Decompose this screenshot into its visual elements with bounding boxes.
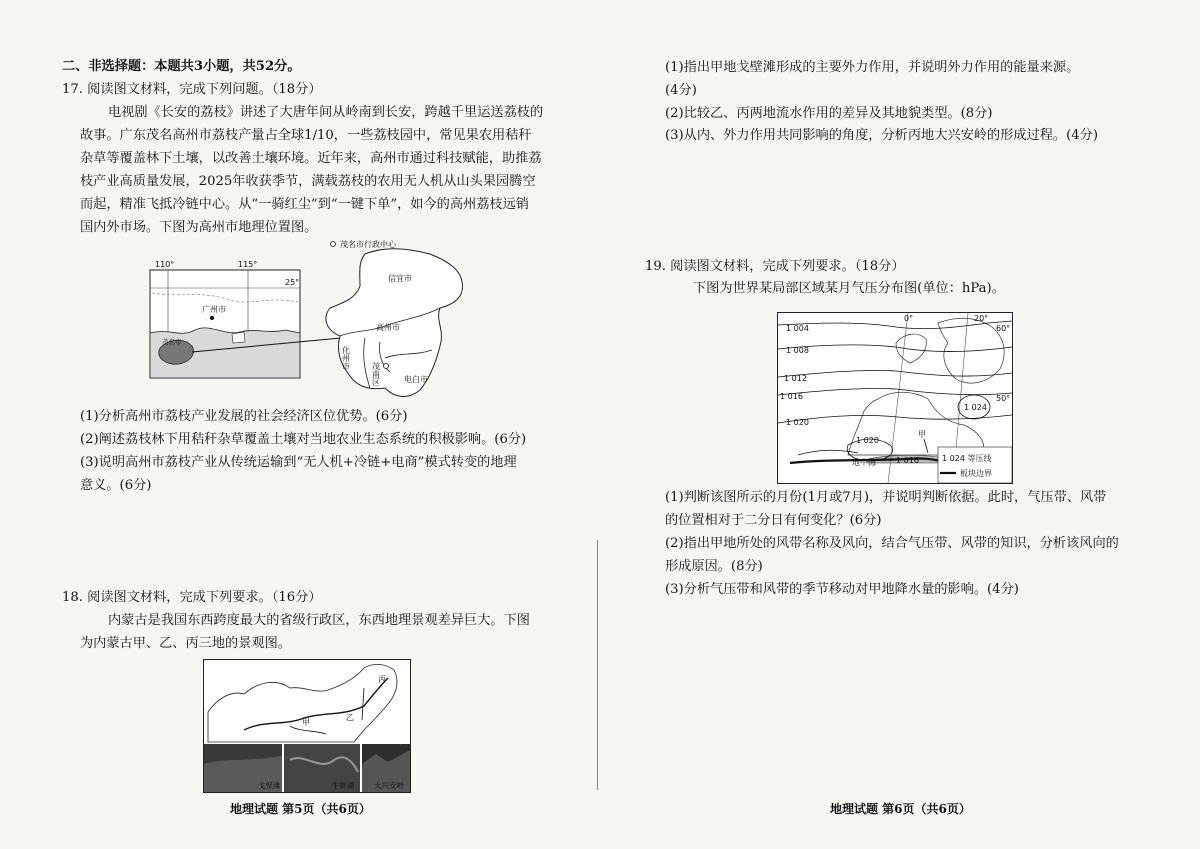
- q19-question-2-cont: 形成原因。(8分): [665, 559, 763, 574]
- lon-110-label: 110°: [155, 260, 175, 269]
- q17-para-line: 而起，精准飞抵冷链中心。从“一骑红尘”到“一键下单”，如今的高州荔枝远销: [80, 197, 529, 212]
- q18-question-1-cont: (4分): [665, 83, 697, 98]
- lon-0-label: 0°: [904, 314, 914, 323]
- isobar-1020b-label: 1 020: [856, 436, 879, 445]
- yi-label: 乙: [346, 713, 354, 722]
- photo-caption-daxinganling: 大兴安岭: [374, 781, 404, 790]
- lon-115-label: 115°: [238, 260, 258, 269]
- mediterranean-label: 地中海: [852, 458, 876, 467]
- section-title: 二、非选择题：本题共3小题，共52分。: [62, 59, 301, 74]
- isobar-1008-label: 1 008: [786, 346, 809, 355]
- guangzhou-label: 广州市: [202, 305, 226, 314]
- page-6-footer: 地理试题 第6页（共6页）: [830, 802, 971, 816]
- lat-25-label: 25°: [285, 278, 300, 287]
- q19-question-2: (2)指出甲地所处的风带名称及风向，结合气压带、风带的知识，分析该风向的: [665, 536, 1119, 551]
- q19-question-3: (3)分析气压带和风带的季节移动对甲地降水量的影响。(4分): [665, 582, 1019, 597]
- q17-question-3: (3)说明高州市荔枝产业从传统运输到“无人机+冷链+电商”模式转变的地理: [80, 455, 517, 470]
- q18-question-1: (1)指出甲地戈壁滩形成的主要外力作用，并说明外力作用的能量来源。: [665, 60, 1080, 75]
- q17-para-line: 杂草等覆盖林下土壤，以改善土壤环境。近年来，高州市通过科技赋能，助推荔: [80, 151, 542, 166]
- page-fold: [597, 540, 598, 790]
- q18-para-line: 内蒙古是我国东西跨度最大的省级行政区，东西地理景观差异巨大。下图: [108, 613, 530, 628]
- pressure-distribution-map: [777, 312, 1013, 484]
- jia-label: 甲: [918, 430, 926, 439]
- q18-stem: 18. 阅读图文材料，完成下列要求。（16分）: [62, 590, 322, 605]
- q17-stem: 17. 阅读图文材料，完成下列问题。（18分）: [62, 82, 322, 97]
- q17-question-2: (2)阐述荔枝林下用秸秆杂草覆盖土壤对当地农业生态系统的积极影响。(6分): [80, 432, 527, 447]
- gaozhou-location-map: [140, 238, 500, 408]
- isobar-1016-label: 1 016: [780, 392, 803, 401]
- q17-para-line: 电视剧《长安的荔枝》讲述了大唐年间从岭南到长安，跨越千里运送荔枝的: [108, 105, 544, 120]
- isobar-1016b-label: 1 016: [896, 456, 919, 465]
- q18-para-line: 为内蒙古甲、乙、丙三地的景观图。: [80, 636, 291, 651]
- page-5-footer: 地理试题 第5页（共6页）: [230, 802, 371, 816]
- isobar-1004-label: 1 004: [786, 324, 809, 333]
- q18-question-2: (2)比较乙、丙两地流水作用的差异及其地貌类型。(8分): [665, 106, 993, 121]
- jia-label: 甲: [302, 718, 310, 727]
- dianbai-label: 电白市: [404, 375, 428, 384]
- isobar-1020-label: 1 020: [786, 418, 809, 427]
- page-6: [605, 0, 1200, 849]
- legend-admin-center: 茂名市行政中心: [340, 240, 396, 249]
- q17-question-3-cont: 意义。(6分): [80, 478, 152, 493]
- inner-mongolia-landscape-figure: [203, 659, 411, 793]
- maoming-label: 茂名市: [162, 338, 182, 346]
- q17-para-line: 枝产业高质量发展，2025年收获季节，满载荔枝的农用无人机从山头果园腾空: [80, 174, 536, 189]
- isobar-1012-label: 1 012: [784, 374, 807, 383]
- q17-para-line: 故事。广东茂名高州市荔枝产量占全球1/10，一些荔枝园中，常见果农用秸秆: [80, 128, 532, 143]
- photo-caption-oxbow: 牛轭湖: [332, 781, 355, 790]
- huazhou-label: 化州市: [341, 346, 351, 370]
- legend-isobar: 1 024 等压线: [942, 454, 992, 463]
- gaozhou-label: 高州市: [376, 323, 400, 332]
- q19-para: 下图为世界某局部区域某月气压分布图(单位：hPa)。: [693, 281, 1005, 296]
- legend-plate-boundary: 板块边界: [960, 469, 992, 478]
- photo-caption-gobi: 戈壁滩: [258, 781, 281, 790]
- q17-question-1: (1)分析高州市荔枝产业发展的社会经济区位优势。(6分): [80, 409, 408, 424]
- page-5: [0, 0, 595, 849]
- isobar-1024-label: 1 024: [964, 403, 987, 412]
- bing-label: 丙: [378, 675, 386, 684]
- q18-question-3: (3)从内、外力作用共同影响的角度，分析丙地大兴安岭的形成过程。(4分): [665, 128, 1098, 143]
- q19-question-1-cont: 的位置相对于二分日有何变化？(6分): [665, 513, 882, 528]
- lon-20-label: 20°: [974, 314, 989, 323]
- lat-60-label: 60°: [996, 324, 1011, 333]
- maonan-label: 茂南区: [371, 362, 381, 386]
- q19-stem: 19. 阅读图文材料，完成下列要求。（18分）: [645, 259, 905, 274]
- xinyi-label: 信宜市: [388, 274, 412, 283]
- q19-question-1: (1)判断该图所示的月份(1月或7月)，并说明判断依据。此时，气压带、风带: [665, 490, 1107, 505]
- lat-50-label: 50°: [996, 394, 1011, 403]
- q17-para-line: 国内外市场。下图为高州市地理位置图。: [80, 220, 318, 235]
